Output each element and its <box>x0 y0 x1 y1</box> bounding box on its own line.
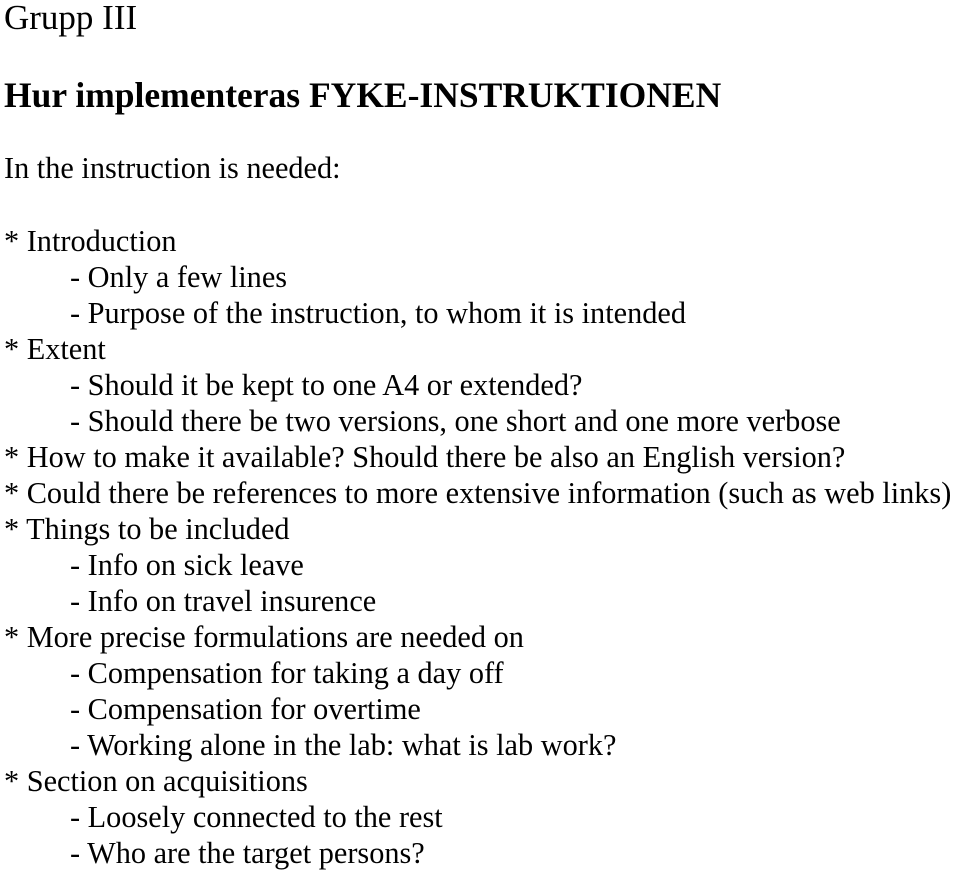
sub-item: - Only a few lines <box>70 260 288 294</box>
list-item-label: * Things to be included <box>4 512 290 546</box>
list-item-things-included <box>4 511 951 619</box>
document-title: Grupp III <box>4 0 138 37</box>
list-item-label: * More precise formulations are needed on <box>4 620 524 654</box>
sub-item: - Info on sick leave <box>70 548 304 582</box>
list-item-label: * Section on acquisitions <box>4 764 308 798</box>
list-item-label: * How to make it available? Should there be also an English version? <box>4 440 846 474</box>
sub-item: - Who are the target persons? <box>70 836 425 870</box>
list-item-precise-formulations <box>4 619 951 763</box>
document-heading: Hur implementeras FYKE-INSTRUKTIONEN <box>4 75 722 115</box>
sub-item: - Compensation for taking a day off <box>70 656 504 690</box>
sub-item: - Compensation for overtime <box>70 692 421 726</box>
list-item-label: * Could there be references to more extensive information (such as web links) <box>4 476 952 510</box>
sub-item: - Should it be kept to one A4 or extended? <box>70 368 583 402</box>
list-item-references <box>4 475 951 511</box>
sub-item: - Working alone in the lab: what is lab work? <box>70 728 617 762</box>
bullet-list <box>4 223 951 871</box>
list-item-acquisitions <box>4 763 951 871</box>
sub-item: - Info on travel insurence <box>70 584 377 618</box>
list-item-availability <box>4 439 951 475</box>
list-item-introduction <box>4 223 951 331</box>
list-item-label: * Introduction <box>4 224 177 258</box>
sub-item: - Should there be two versions, one short and one more verbose <box>70 404 841 438</box>
sub-item: - Purpose of the instruction, to whom it is intended <box>70 296 686 330</box>
sub-item: - Loosely connected to the rest <box>70 800 443 834</box>
intro-text: In the instruction is needed: <box>4 151 341 185</box>
list-item-extent <box>4 331 951 439</box>
list-item-label: * Extent <box>4 332 106 366</box>
